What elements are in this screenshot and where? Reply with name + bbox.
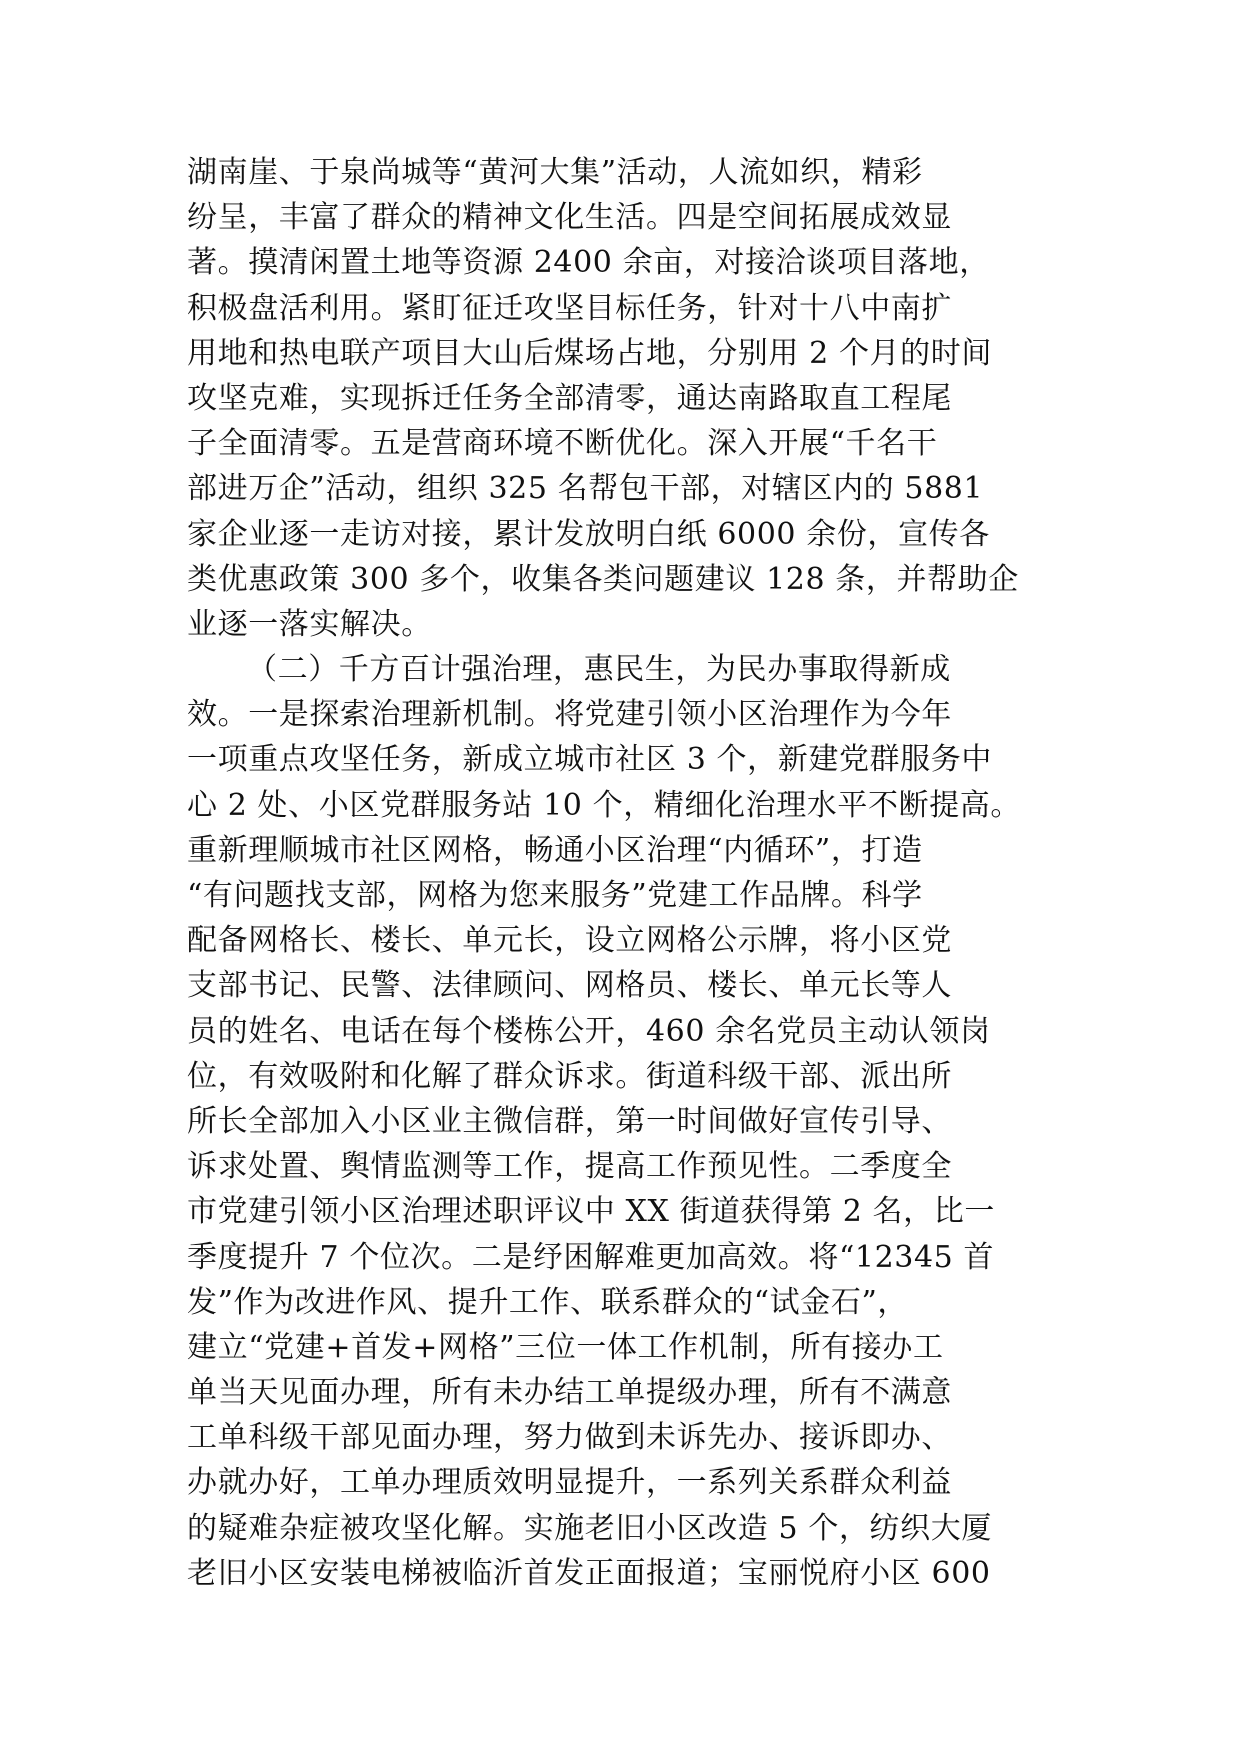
text-line: 攻坚克难，实现拆迁任务全部清零，通达南路取直工程尾 (187, 380, 952, 416)
text-line: 业逐一落实解决。 (187, 606, 432, 642)
text-line: 市党建引领小区治理述职评议中 XX 街道获得第 2 名，比一 (187, 1194, 995, 1230)
text-line: 支部书记、民警、法律顾问、网格员、楼长、单元长等人 (187, 968, 952, 1004)
text-line: 重新理顺城市社区网格，畅通小区治理“内循环”，打造 (187, 832, 923, 868)
text-line: 纷呈，丰富了群众的精神文化生活。四是空间拓展成效显 (187, 200, 952, 236)
text-line: 办就办好，工单办理质效明显提升，一系列关系群众利益 (187, 1465, 952, 1501)
text-line: 的疑难杂症被攻坚化解。实施老旧小区改造 5 个，纺织大厦 (187, 1510, 992, 1546)
section-heading-line: （二）千方百计强治理，惠民生，为民办事取得新成 (247, 652, 951, 688)
text-line: “有问题找支部，网格为您来服务”党建工作品牌。科学 (187, 878, 923, 913)
text-line: 季度提升 7 个位次。二是纾困解难更加高效。将“12345 首 (187, 1239, 995, 1275)
text-line: 用地和热电联产项目大山后煤场占地，分别用 2 个月的时间 (187, 335, 992, 371)
text-line: 所长全部加入小区业主微信群，第一时间做好宣传引导、 (187, 1103, 952, 1139)
text-line: 子全面清零。五是营商环境不断优化。深入开展“千名干 (187, 426, 938, 462)
text-line: 著。摸清闲置土地等资源 2400 余亩，对接洽谈项目落地， (187, 245, 990, 281)
text-line: 部进万企”活动，组织 325 名帮包干部，对辖区内的 5881 (187, 471, 984, 507)
text-line: 发”作为改进作风、提升工作、联系群众的“试金石”， (187, 1284, 909, 1320)
text-line: 员的姓名、电话在每个楼栋公开，460 余名党员主动认领岗 (187, 1013, 991, 1049)
text-line: 一项重点攻坚任务，新成立城市社区 3 个，新建党群服务中 (187, 742, 992, 778)
text-line: 积极盘活利用。紧盯征迁攻坚目标任务，针对十八中南扩 (187, 290, 952, 326)
body-text (187, 150, 1067, 1596)
text-line: 湖南崖、于泉尚城等“黄河大集”活动，人流如织，精彩 (187, 155, 923, 190)
text-line: 建立“党建+首发+网格”三位一体工作机制，所有接办工 (187, 1329, 944, 1365)
text-line: 单当天见面办理，所有未办结工单提级办理，所有不满意 (187, 1375, 952, 1411)
text-line: 工单科级干部见面办理，努力做到未诉先办、接诉即办、 (187, 1420, 952, 1456)
text-line: 效。一是探索治理新机制。将党建引领小区治理作为今年 (187, 697, 952, 733)
text-line: 配备网格长、楼长、单元长，设立网格公示牌，将小区党 (187, 923, 952, 959)
text-line: 家企业逐一走访对接，累计发放明白纸 6000 余份，宣传各 (187, 516, 990, 552)
text-line: 老旧小区安装电梯被临沂首发正面报道；宝丽悦府小区 600 (187, 1555, 991, 1591)
text-line: 心 2 处、小区党群服务站 10 个，精细化治理水平不断提高。 (187, 787, 1022, 823)
text-line: 诉求处置、舆情监测等工作，提高工作预见性。二季度全 (187, 1149, 952, 1185)
text-line: 位，有效吸附和化解了群众诉求。街道科级干部、派出所 (187, 1058, 952, 1094)
text-line: 类优惠政策 300 多个，收集各类问题建议 128 条，并帮助企 (187, 561, 1019, 597)
